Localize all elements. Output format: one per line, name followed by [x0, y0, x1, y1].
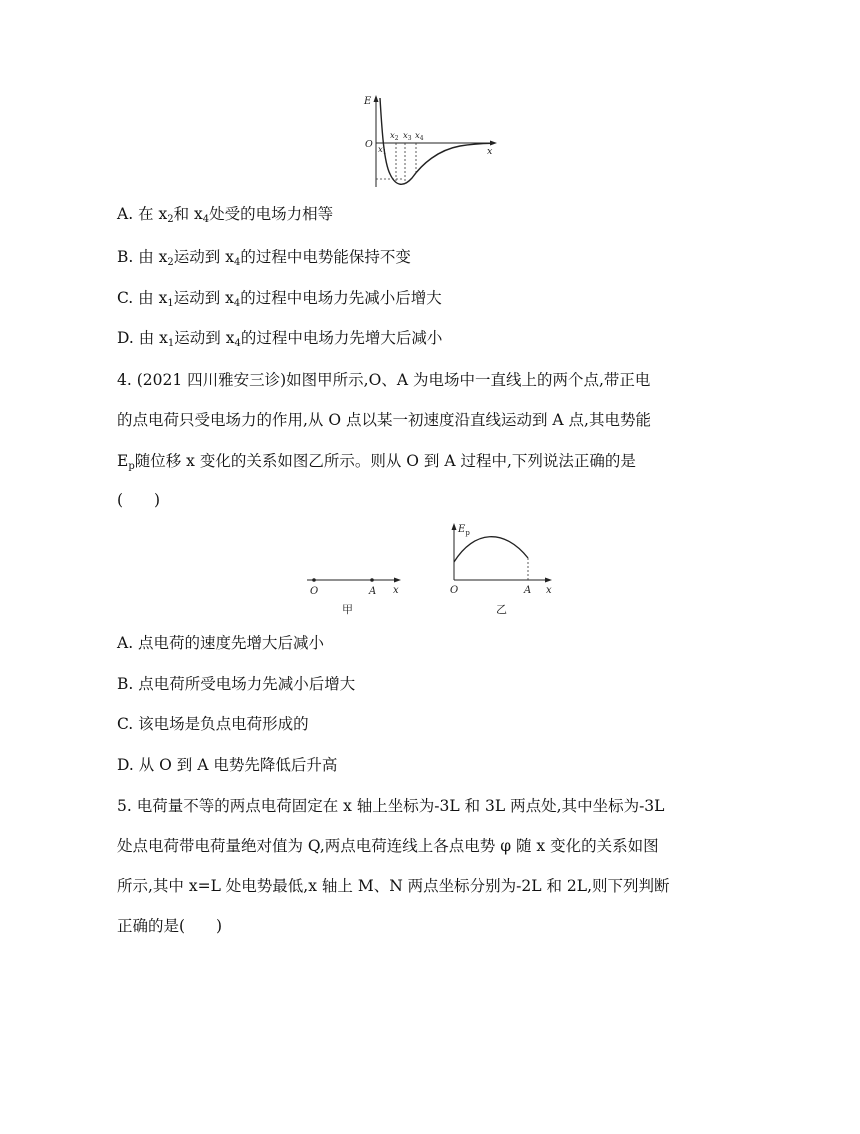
- yi-ep-axis-arrow: [452, 523, 457, 530]
- yi-label-a: A: [524, 585, 532, 596]
- e-axis-label: E: [364, 96, 372, 107]
- q4-stem-line2: 的点电荷只受电场力的作用,从 O 点以某一初速度沿直线运动到 A 点,其电势能: [117, 411, 651, 429]
- q4-stem-line3: $E_p$随位移 x 变化的关系如图乙所示。则从 O 到 A 过程中,下列说法正确的是: [117, 452, 636, 472]
- x-axis-label: x: [487, 146, 493, 157]
- figure-yi: [444, 520, 559, 618]
- e-axis-arrow: [374, 95, 379, 102]
- q5-stem-line3: 所示,其中 x=L 处电势最低,x 轴上 M、N 两点坐标分别为-2L 和 2L,则下列判断: [117, 877, 670, 895]
- q4-answer-bracket: ( ): [117, 491, 161, 509]
- yi-x-axis-arrow: [545, 578, 552, 583]
- q4-stem-line1: 4. (2021 四川雅安三诊)如图甲所示,O、A 为电场中一直线上的两个点,带正电: [117, 371, 651, 389]
- q3-option-a: A. 在 $x_2$和 $x_4$处受的电场力相等: [117, 205, 334, 225]
- x3-label: $x_3$: [403, 131, 412, 142]
- yi-label-x: x: [546, 585, 552, 596]
- q4-option-b: B. 点电荷所受电场力先减小后增大: [117, 675, 356, 693]
- jia-label-x: x: [393, 585, 399, 596]
- q4-option-d: D. 从 O 到 A 电势先降低后升高: [117, 756, 338, 774]
- yi-label-ep: $E_p$: [458, 524, 470, 537]
- yi-caption: 乙: [496, 603, 507, 616]
- x2-label: $x_2$: [390, 131, 399, 142]
- x1-label: $x_1$: [378, 145, 387, 156]
- q3-option-b: B. 由 $x_2$运动到 $x_4$的过程中电势能保持不变: [117, 248, 411, 268]
- figure-jia: [302, 568, 412, 618]
- yi-ep-curve: [454, 537, 528, 562]
- q4-option-a: A. 点电荷的速度先增大后减小: [117, 634, 325, 652]
- q5-stem-line2: 处点电荷带电荷量绝对值为 Q,两点电荷连线上各点电势 φ 随 x 变化的关系如图: [117, 837, 659, 855]
- jia-caption: 甲: [342, 603, 353, 616]
- jia-arrow: [394, 578, 401, 583]
- jia-label-a: A: [369, 586, 377, 597]
- yi-label-o: O: [450, 585, 459, 596]
- jia-point-o: [312, 578, 316, 582]
- q3-option-d: D. 由 $x_1$运动到 $x_4$的过程中电场力先增大后减小: [117, 329, 443, 349]
- energy-curve-figure: [360, 92, 500, 192]
- q3-option-c: C. 由 $x_1$运动到 $x_4$的过程中电场力先减小后增大: [117, 289, 442, 309]
- q5-stem-line4: 正确的是( ): [117, 917, 223, 935]
- x4-label: $x_4$: [415, 131, 424, 142]
- q4-option-c: C. 该电场是负点电荷形成的: [117, 715, 309, 733]
- q5-stem-line1: 5. 电荷量不等的两点电荷固定在 x 轴上坐标为-3L 和 3L 两点处,其中坐标为-3L: [117, 797, 665, 815]
- origin-label: O: [365, 139, 373, 150]
- jia-point-a: [370, 578, 374, 582]
- jia-label-o: O: [310, 586, 319, 597]
